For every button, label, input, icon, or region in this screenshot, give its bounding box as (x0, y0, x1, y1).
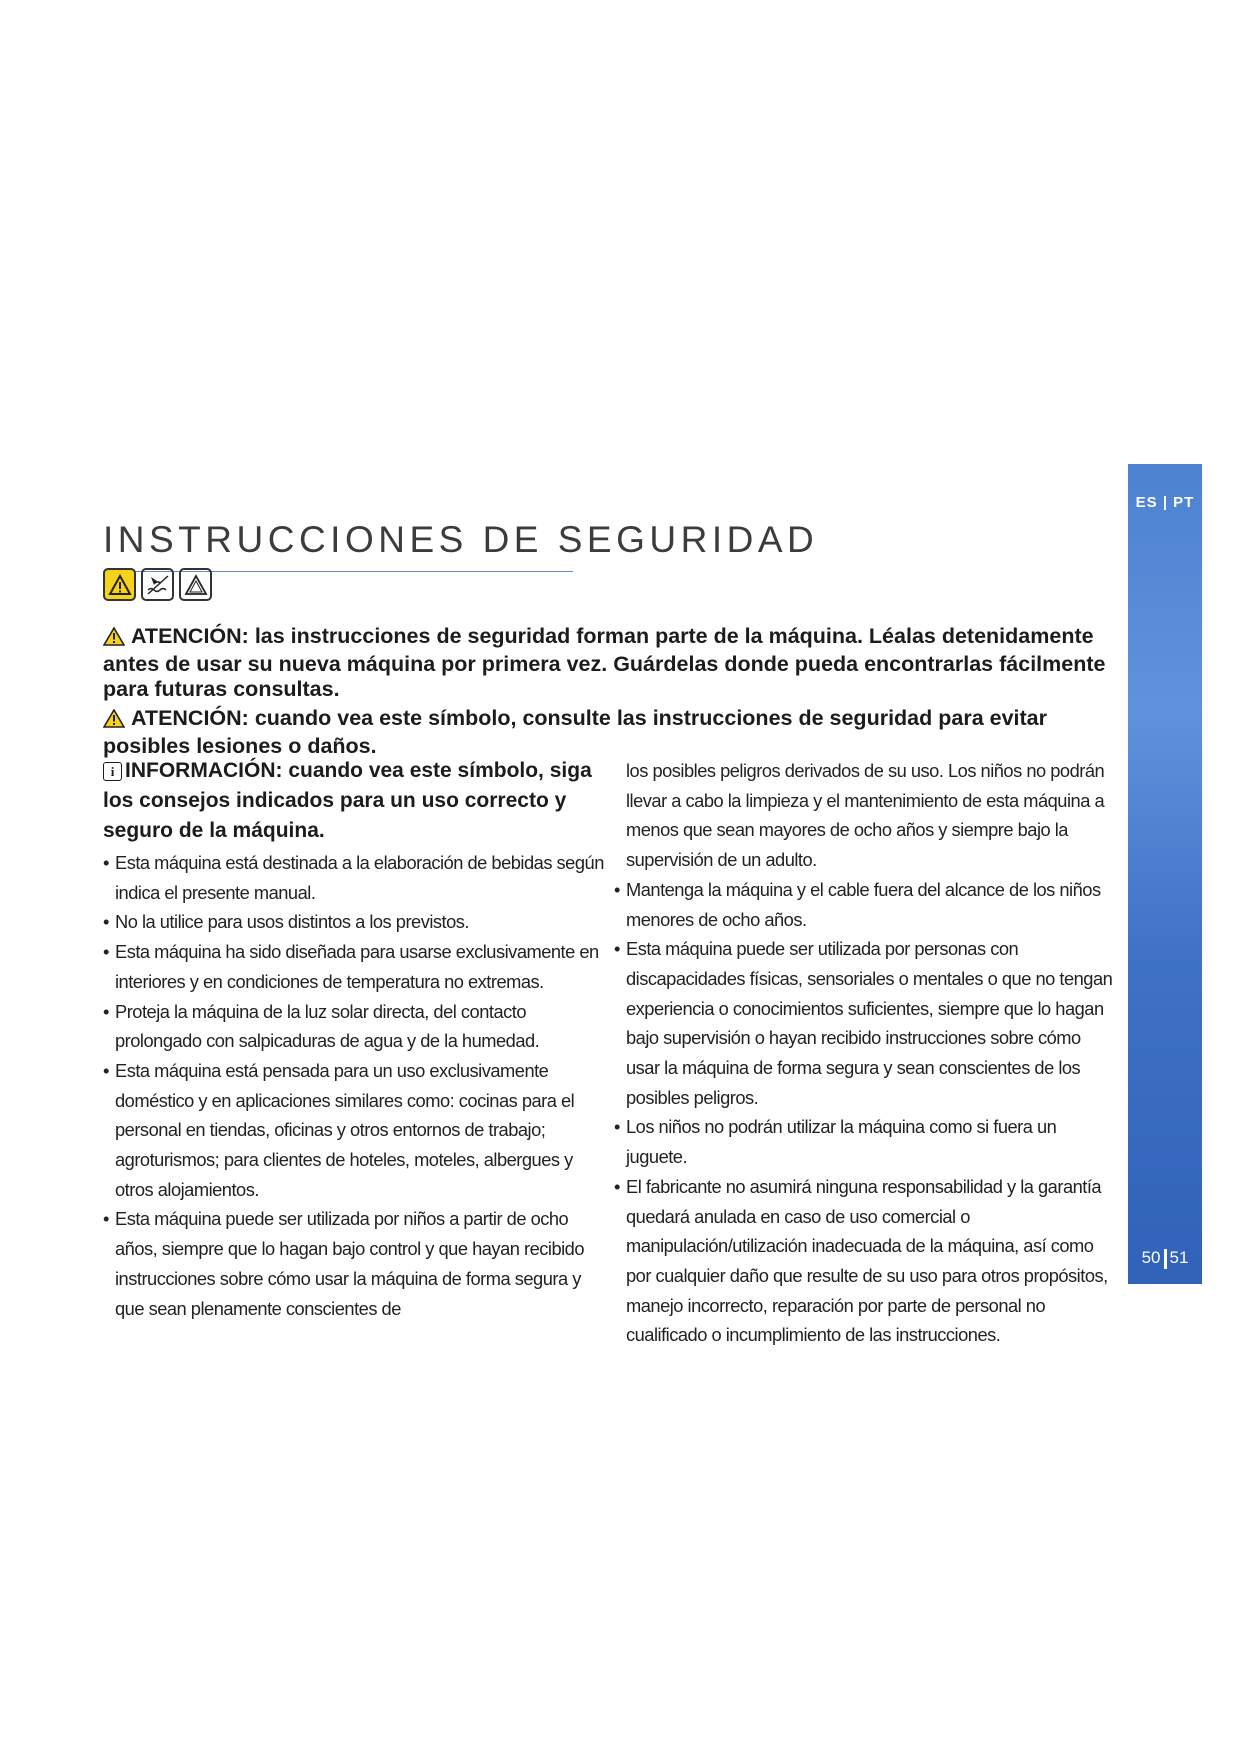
safety-list-right (614, 875, 1114, 1350)
language-tab[interactable]: ES | PT (1135, 494, 1195, 511)
safety-symbols (103, 568, 212, 601)
info-icon: i (103, 762, 122, 781)
language-sidebar (1128, 464, 1202, 1284)
list-item: • Esta máquina está destinada a la elaboración de bebidas según indica el presente manual. (103, 848, 613, 907)
list-item: • El fabricante no asumirá ninguna responsabilidad y la garantía quedará anulada en caso de uso comercial o manipulación/utilización inadecuada de la máquina, así como por cualquier daño que resulte de su uso para otros propósitos, manejo incorrecto, reparación por parte de personal no cualificado o incumplimiento de las instrucciones. (614, 1172, 1114, 1350)
warning-notice (103, 624, 1113, 702)
list-item: • Mantenga la máquina y el cable fuera del alcance de los niños menores de ocho años. (614, 875, 1114, 934)
read-manual-icon (179, 568, 212, 601)
warning-notices (103, 624, 1113, 763)
page-title: INSTRUCCIONES DE SEGURIDAD (103, 519, 573, 572)
list-item: • Proteja la máquina de la luz solar directa, del contacto prolongado con salpicaduras de agua y de la humedad. (103, 997, 613, 1056)
warning-triangle-icon (103, 568, 136, 601)
continued-text: los posibles peligros derivados de su uso. Los niños no podrán llevar a cabo la limpieza y el mantenimiento de esta máquina a menos que sean mayores de ocho años y siempre bajo la supervisión de un adulto. (626, 760, 1105, 871)
warning-triangle-icon (103, 709, 125, 734)
info-heading-text: INFORMACIÓN: cuando vea este símbolo, siga los consejos indicados para un uso correcto y seguro de la máquina. (103, 759, 592, 842)
safety-list-left (103, 848, 613, 1323)
warning-notice (103, 706, 1113, 759)
page-number-left: 50 (1141, 1248, 1161, 1267)
warning-triangle-icon (103, 627, 125, 652)
list-item: • Los niños no podrán utilizar la máquina como si fuera un juguete. (614, 1112, 1114, 1171)
warning-text: ATENCIÓN: cuando vea este símbolo, consulte las instrucciones de seguridad para evitar posibles lesiones o daños. (103, 706, 1047, 758)
warning-text: ATENCIÓN: las instrucciones de seguridad forman parte de la máquina. Léalas detenidamente antes de usar su nueva máquina por primera vez. Guárdelas donde pueda encontrarlas fácilmente para futuras consultas. (103, 624, 1106, 701)
list-item: • Esta máquina puede ser utilizada por personas con discapacidades físicas, sensoriales o mentales o que no tengan experiencia o conocimientos suficientes, siempre que lo hagan bajo supervisión o hayan recibido instrucciones sobre cómo usar la máquina de forma segura y sean conscientes de los posibles peligros. (614, 934, 1114, 1112)
page-number-right: 51 (1169, 1248, 1189, 1267)
list-item: • Esta máquina ha sido diseñada para usarse exclusivamente en interiores y en condiciones de temperatura no extremas. (103, 937, 613, 996)
no-water-immersion-icon (141, 568, 174, 601)
list-item: • Esta máquina puede ser utilizada por niños a partir de ocho años, siempre que lo hagan bajo control y que hayan recibido instrucciones sobre cómo usar la máquina de forma segura y que sean plenamente conscientes de (103, 1204, 613, 1323)
list-item: • No la utilice para usos distintos a los previstos. (103, 907, 613, 937)
page-numbers (1128, 1248, 1202, 1269)
left-column (103, 756, 613, 1323)
page-separator (1164, 1249, 1167, 1269)
list-item: • Esta máquina está pensada para un uso exclusivamente doméstico y en aplicaciones similares como: cocinas para el personal en tiendas, oficinas y otros entornos de trabajo; agroturismos; para clientes de hoteles, moteles, albergues y otros alojamientos. (103, 1056, 613, 1205)
info-heading (103, 756, 613, 846)
right-column (614, 756, 1114, 1350)
